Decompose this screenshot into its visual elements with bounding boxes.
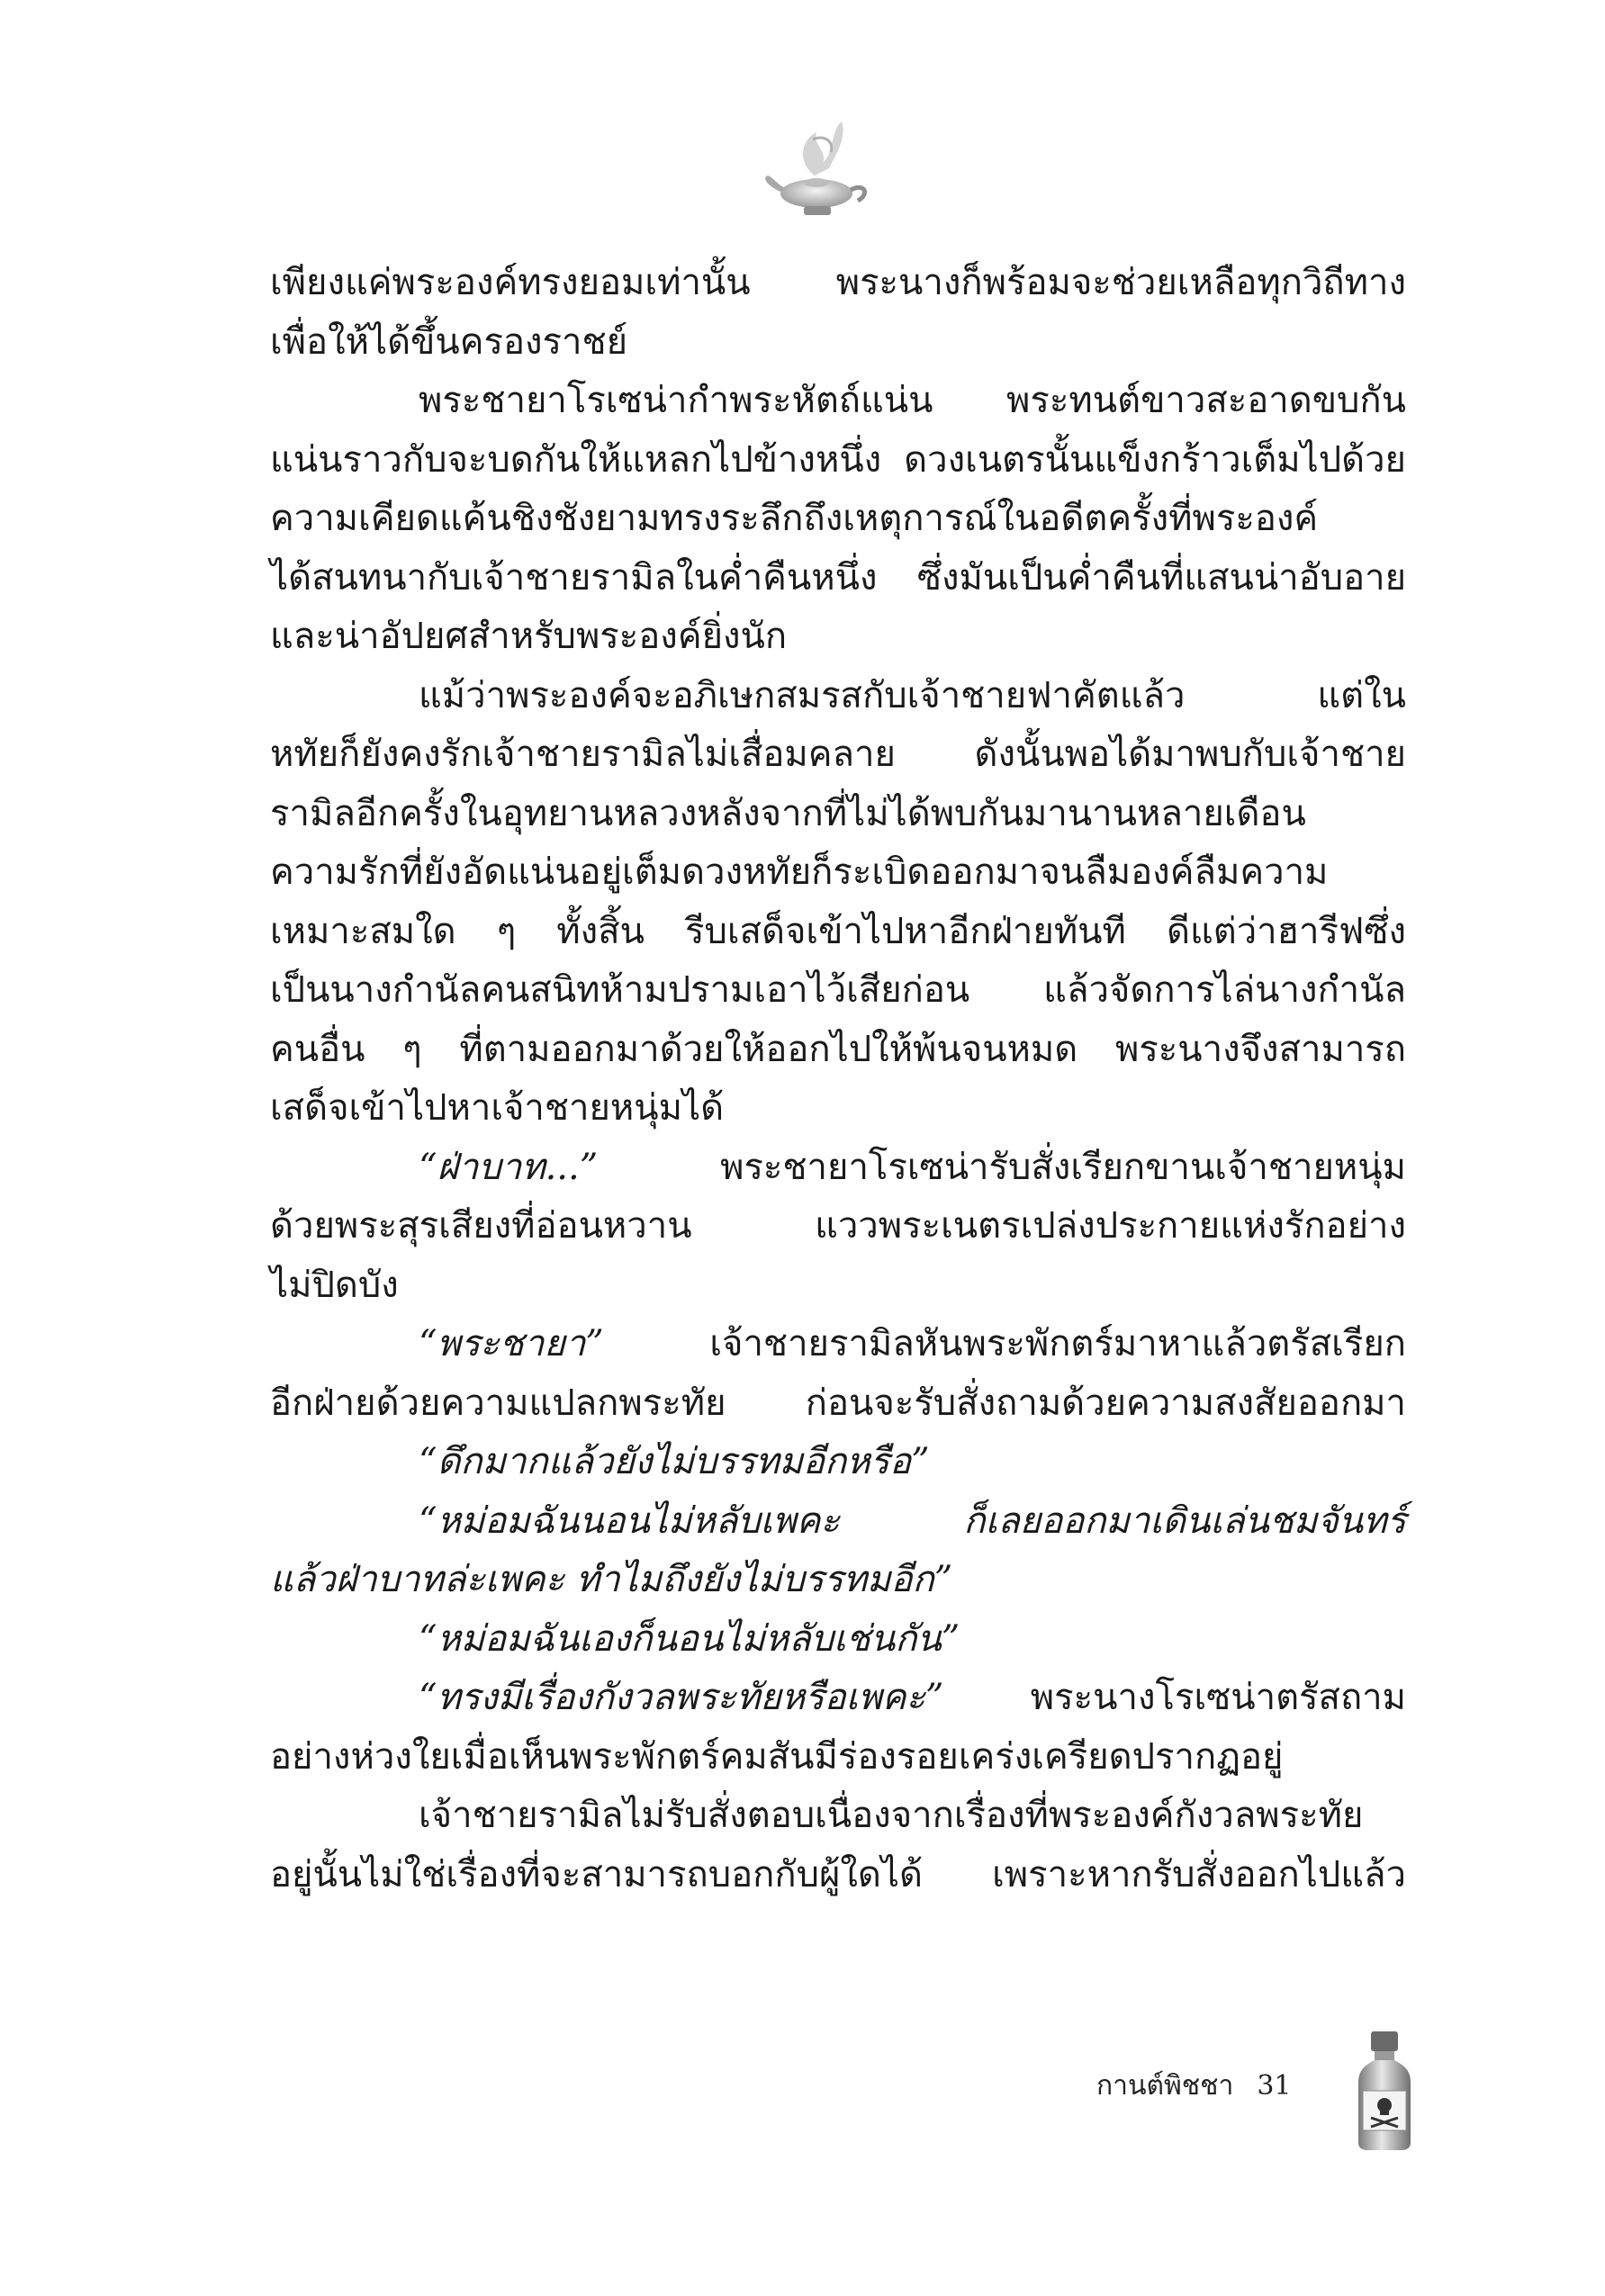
text-line [270, 961, 1406, 1021]
text-line [270, 1079, 1406, 1139]
text-segment: แม้ว่าพระองค์จะอภิเษกสมรสกับเจ้าชายฟาคัตแล้ว แต่ใน [419, 674, 1406, 716]
text-line [270, 1197, 1406, 1256]
text-line [270, 1374, 1406, 1434]
dialogue-segment: แล้วฝ่าบาทล่ะเพคะ ทำไมถึงยังไม่บรรทมอีก” [270, 1559, 953, 1600]
text-segment: คนอื่น ๆ ที่ตามออกมาด้วยให้ออกไปให้พ้นจนหมด พระนางจึงสามารถ [270, 1028, 1406, 1070]
text-segment: อยู่นั้นไม่ใช่เรื่องที่จะสามารถบอกกับผู้ใดได้ เพราะหากรับสั่งออกไปแล้ว [270, 1853, 1406, 1895]
text-line [270, 608, 1406, 667]
text-line [270, 490, 1406, 549]
text-line [270, 254, 1406, 313]
dialogue-segment: “ดึกมากแล้วยังไม่บรรทมอีกหรือ” [419, 1441, 930, 1482]
text-segment: เสด็จเข้าไปหาเจ้าชายหนุ่มได้ [270, 1087, 725, 1129]
text-segment: พระชายาโรเซน่ากำพระหัตถ์แน่น พระทนต์ขาวสะอาดขบกัน [419, 380, 1406, 421]
text-line [270, 785, 1406, 844]
dialogue-segment: “ฝ่าบาท...” [419, 1146, 599, 1188]
text-segment: ได้สนทนากับเจ้าชายรามิลในค่ำคืนหนึ่ง ซึ่งมันเป็นค่ำคืนที่แสนน่าอับอาย [270, 556, 1406, 599]
text-line [270, 1728, 1406, 1787]
page-footer [1096, 2059, 1292, 2113]
text-line [270, 1433, 1406, 1492]
text-line [270, 372, 1406, 431]
dialogue-segment: “หม่อมฉันนอนไม่หลับเพคะ ก็เลยออกมาเดินเล่นชมจันทร์ [419, 1499, 1406, 1542]
dialogue-segment: “หม่อมฉันเองก็นอนไม่หลับเช่นกัน” [419, 1617, 960, 1660]
text-segment: อย่างห่วงใยเมื่อเห็นพระพักตร์คมสันมีร่องรอยเคร่งเครียดปรากฏอยู่ [270, 1735, 1284, 1778]
text-line [270, 549, 1406, 608]
text-line [270, 843, 1406, 903]
text-line [270, 903, 1406, 962]
body-text [270, 254, 1406, 1904]
text-segment: และน่าอัปยศสำหรับพระองค์ยิ่งนัก [270, 616, 788, 657]
text-segment: เพื่อให้ได้ขึ้นครองราชย์ [270, 320, 628, 363]
text-segment: เจ้าชายรามิลไม่รับสั่งตอบเนื่องจากเรื่องที่พระองค์กังวลพระทัย [419, 1795, 1364, 1836]
text-segment: พระนางโรเซน่าตรัสถาม [943, 1677, 1406, 1718]
text-segment: ความเคียดแค้นชิงชังยามทรงระลึกถึงเหตุการณ์ในอดีตครั้งที่พระองค์ [270, 498, 1319, 539]
text-segment: ไม่ปิดบัง [270, 1264, 399, 1306]
dialogue-segment: “ทรงมีเรื่องกังวลพระทัยหรือเพคะ” [419, 1677, 944, 1718]
text-segment: รามิลอีกครั้งในอุทยานหลวงหลังจากที่ไม่ได้พบกันมานานหลายเดือน [270, 792, 1306, 834]
text-segment: อีกฝ่ายด้วยความแปลกพระทัย ก่อนจะรับสั่งถามด้วยความสงสัยออกมา [270, 1382, 1406, 1424]
text-segment: เจ้าชายรามิลหันพระพักตร์มาหาแล้วตรัสเรียก [603, 1323, 1406, 1364]
text-segment: เป็นนางกำนัลคนสนิทห้ามปรามเอาไว้เสียก่อน แล้วจัดการไล่นางกำนัล [270, 969, 1406, 1011]
page-number: 31 [1257, 2070, 1292, 2102]
text-segment: พระชายาโรเซน่ารับสั่งเรียกขานเจ้าชายหนุ่ม [598, 1146, 1406, 1188]
text-line [270, 313, 1406, 373]
text-line [270, 667, 1406, 726]
text-line [270, 1256, 1406, 1316]
text-segment: เหมาะสมใด ๆ ทั้งสิ้น รีบเสด็จเข้าไปหาอีกฝ่ายทันที ดีแต่ว่าฮารีฟซึ่ง [270, 910, 1406, 952]
text-line [270, 1846, 1406, 1905]
text-line [270, 1315, 1406, 1374]
text-segment: เพียงแค่พระองค์ทรงยอมเท่านั้น พระนางก็พร้อมจะช่วยเหลือทุกวิถีทาง [270, 262, 1406, 303]
text-line [270, 725, 1406, 785]
text-line [270, 1021, 1406, 1080]
dialogue-segment: “พระชายา” [419, 1323, 604, 1364]
text-line [270, 1139, 1406, 1198]
footer-author: กานต์พิชชา [1096, 2070, 1234, 2102]
text-line [270, 1610, 1406, 1670]
genie-lamp-icon [761, 113, 878, 230]
text-line [270, 1669, 1406, 1728]
text-segment: หทัยก็ยังคงรักเจ้าชายรามิลไม่เสื่อมคลาย ดังนั้นพอได้มาพบกับเจ้าชาย [270, 734, 1406, 775]
text-segment: แน่นราวกับจะบดกันให้แหลกไปข้างหนึ่ง ดวงเนตรนั้นแข็งกร้าวเต็มไปด้วย [270, 438, 1406, 481]
poison-bottle-icon [1355, 2030, 1414, 2151]
text-line [270, 431, 1406, 491]
text-segment: ความรักที่ยังอัดแน่นอยู่เต็มดวงหทัยก็ระเบิดออกมาจนลืมองค์ลืมความ [270, 851, 1329, 893]
text-line [270, 1492, 1406, 1552]
text-segment: ด้วยพระสุรเสียงที่อ่อนหวาน แววพระเนตรเปล่งประกายแห่งรักอย่าง [270, 1205, 1406, 1247]
text-line [270, 1551, 1406, 1610]
text-line [270, 1787, 1406, 1846]
